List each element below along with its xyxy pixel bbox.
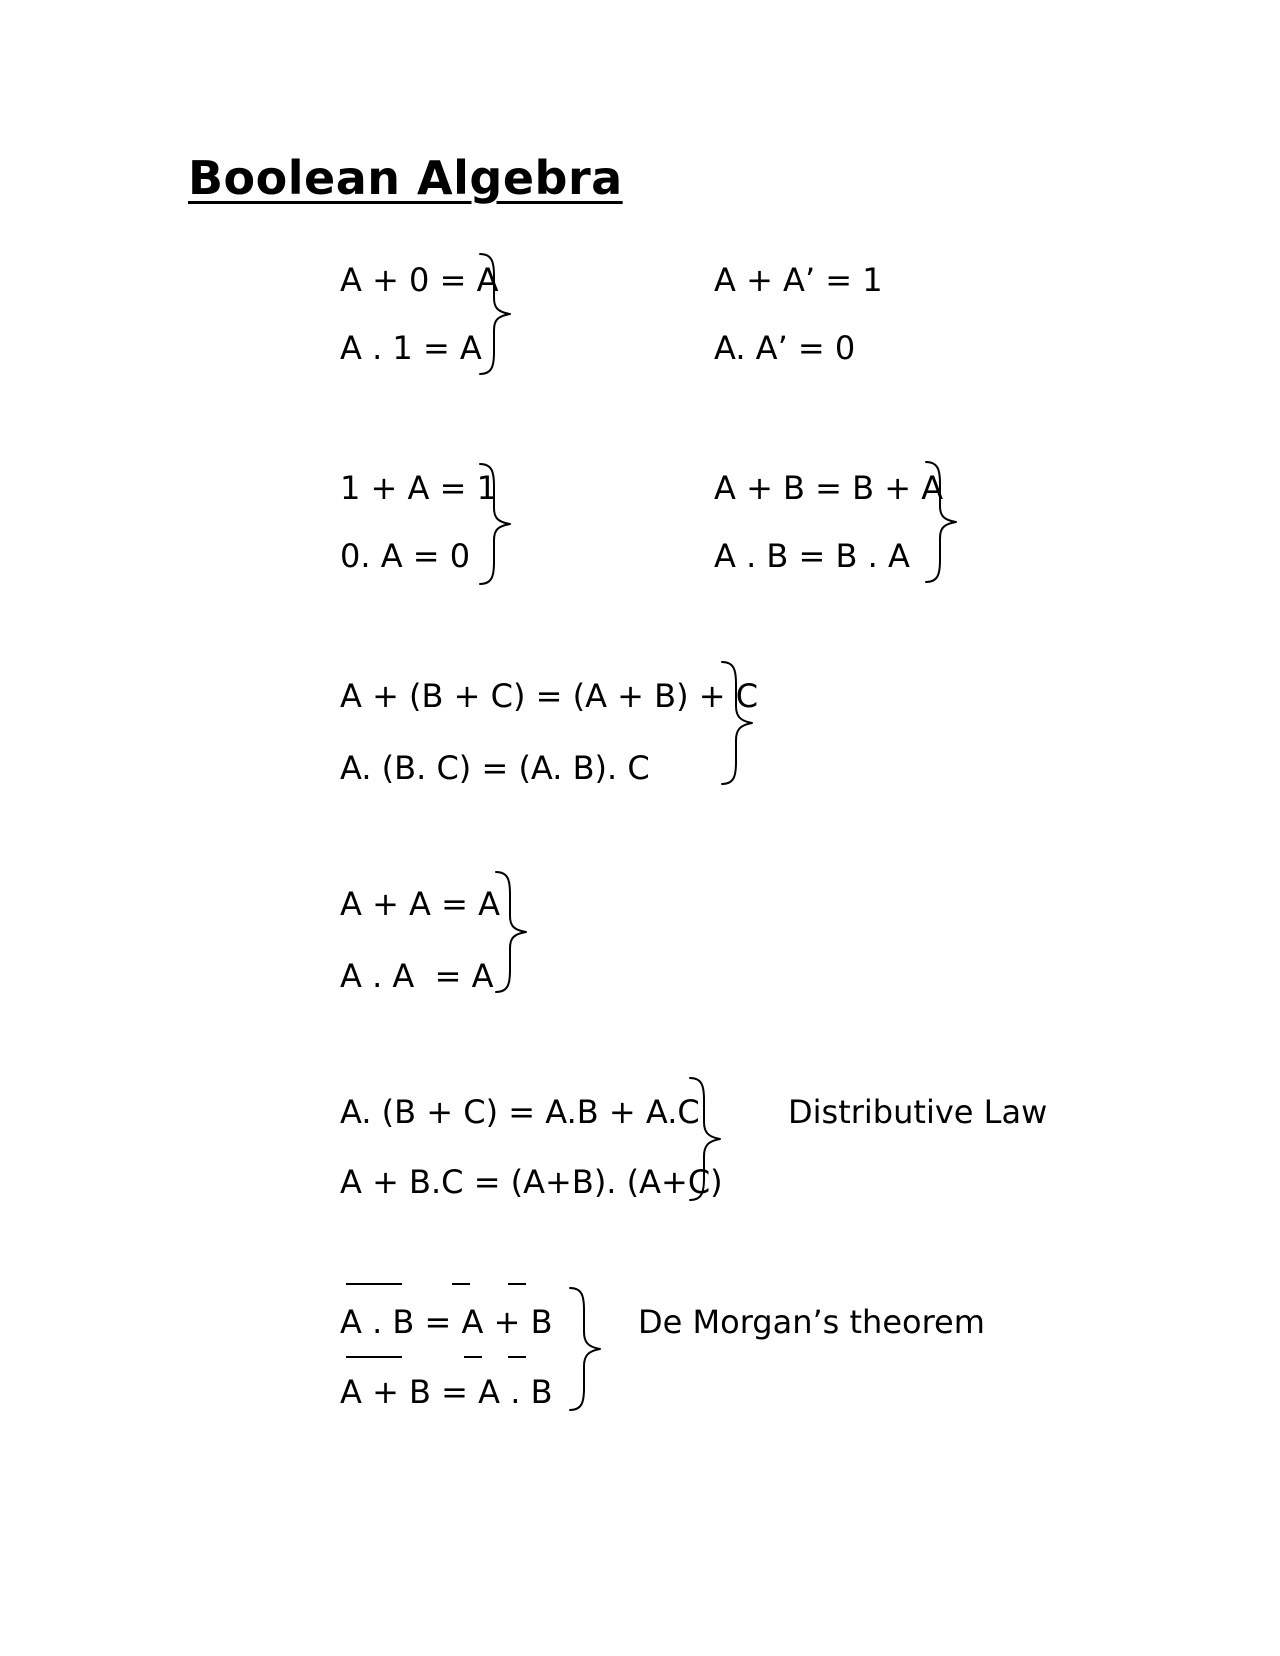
distributive-and-equation: A. (B + C) = A.B + A.C	[340, 1093, 700, 1131]
demorgan-or-equation: A + B = A . B	[340, 1373, 553, 1411]
idempotent-brace	[494, 870, 534, 994]
commutative-and-equation: A . B = B . A	[714, 537, 910, 575]
idempotent-or-equation: A + A = A	[340, 885, 500, 923]
identity-or-equation: A + 0 = A	[340, 261, 499, 299]
overline-b2	[508, 1356, 526, 1358]
overline-b	[508, 1283, 526, 1285]
null-and-equation: 0. A = 0	[340, 537, 471, 575]
associative-brace	[720, 660, 760, 786]
page-title: Boolean Algebra	[188, 151, 623, 205]
commutative-or-equation: A + B = B + A	[714, 469, 944, 507]
demorgan-and-equation: A . B = A + B	[340, 1303, 553, 1341]
null-or-equation: 1 + A = 1	[340, 469, 497, 507]
commutative-brace	[924, 460, 964, 584]
demorgan-label: De Morgan’s theorem	[638, 1303, 985, 1341]
overline-a	[452, 1283, 470, 1285]
associative-and-equation: A. (B. C) = (A. B). C	[340, 749, 650, 787]
complement-and-equation: A. A’ = 0	[714, 329, 856, 367]
overline-a2	[464, 1356, 482, 1358]
distributive-brace	[688, 1076, 728, 1202]
demorgan-brace	[568, 1286, 608, 1412]
null-brace	[478, 462, 518, 586]
complement-or-equation: A + A’ = 1	[714, 261, 883, 299]
identity-brace	[478, 252, 518, 376]
overline-a-plus-b	[346, 1356, 402, 1358]
identity-and-equation: A . 1 = A	[340, 329, 482, 367]
associative-or-equation: A + (B + C) = (A + B) + C	[340, 677, 759, 715]
distributive-law-label: Distributive Law	[788, 1093, 1048, 1131]
overline-ab	[346, 1283, 402, 1285]
idempotent-and-equation: A . A = A	[340, 957, 494, 995]
distributive-or-equation: A + B.C = (A+B). (A+C)	[340, 1163, 723, 1201]
